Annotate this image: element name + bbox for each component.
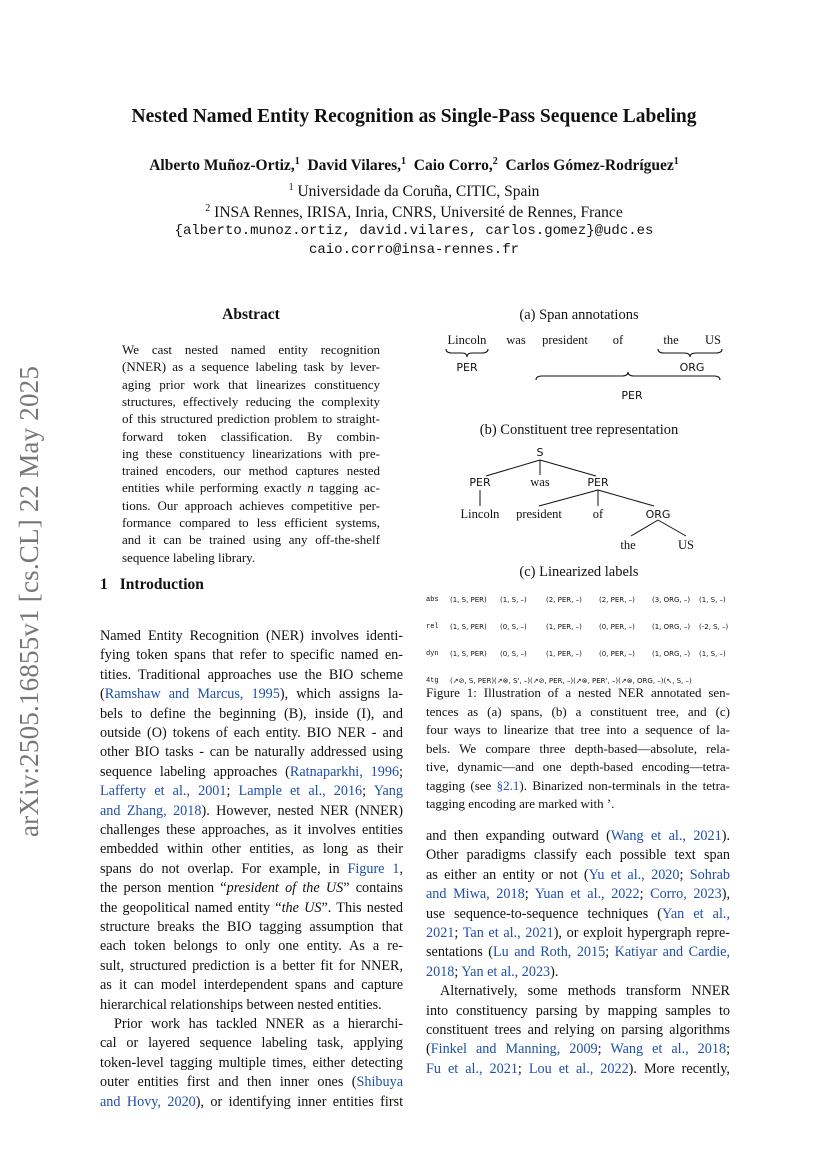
author-affil-mark: 1 [294, 156, 300, 167]
body-text-line: token-level tagging multiple times, either detecting [100, 1054, 403, 1071]
label-cell: (1, ORG, –) [652, 622, 691, 631]
label-cell: (0, S, –) [500, 649, 527, 658]
author-affil-mark: 2 [492, 156, 498, 167]
span-label-per-outer: PER [621, 389, 643, 402]
label-cell: (1, S, PER) [450, 649, 487, 658]
section-number: 1 [100, 576, 108, 593]
label-cell: (2, PER, –) [546, 595, 582, 604]
author-name: Alberto Muñoz-Ortiz, [149, 157, 295, 175]
body-text-line: and Hovy, 2020), or identifying inner entities first [100, 1093, 404, 1110]
label-cell: (1, ORG, –) [652, 649, 691, 658]
body-text-line: Lafferty et al., 2001; Lample et al., 2016; Yang [100, 783, 403, 800]
tree-node-per: PER [469, 476, 491, 489]
tree-leaf-us: US [678, 538, 694, 552]
body-text-line: Other paradigms classify each possible text span [426, 847, 730, 864]
affiliation [0, 203, 828, 222]
figure-subtitle-b: (b) Constituent tree representation [479, 422, 679, 438]
tree-leaf-the: the [620, 538, 636, 552]
body-text-line: cal or layered sequence labeling task, applying [100, 1035, 403, 1052]
body-text-line: as either an entity or not (Yu et al., 2020; Sohrab [426, 866, 730, 883]
table-row [426, 640, 732, 667]
label-cell: (-2, S, –) [699, 622, 729, 631]
abstract-line: We cast nested named entity recognition [122, 342, 380, 357]
figure-subtitle-a: (a) Span annotations [519, 307, 639, 323]
body-text-line: (Ramshaw and Marcus, 1995), which assigns la- [100, 686, 403, 703]
label-cell: (2, PER, –) [599, 595, 635, 604]
abstract-line: forward token classification. By combin- [122, 428, 380, 444]
body-text-line: into constituency parsing by mapping samples to [426, 1002, 730, 1019]
abstract-line: aging prior work that linearizes constituency [122, 376, 380, 392]
tree-leaf-was: was [530, 475, 550, 489]
abstract-line: entities while performing exactly n tagging ac- [122, 480, 380, 496]
body-text-line: spans do not overlap. For example, in Figure 1, [100, 860, 403, 877]
token-lincoln: Lincoln [447, 333, 487, 347]
encoding-name: dyn [426, 649, 439, 658]
body-text-line: as it can model interdependent spans and capture [100, 977, 403, 994]
body-text-line: bels to define the beginning (B), inside (I), and [100, 705, 403, 722]
label-cell: (1, PER, –) [546, 649, 582, 658]
body-text-line: Alternatively, some methods transform NNER [440, 983, 730, 1000]
body-text-line: and Zhang, 2018). However, nested NER (NNER) [100, 802, 404, 819]
body-text-line: the geopolitical named entity “the US”. This nested [100, 899, 403, 916]
abstract-line: tions. Our approach achieves competitive per- [122, 497, 380, 513]
body-text-line: constituent trees and relying on parsing algorithms [426, 1022, 730, 1038]
body-text-line: outer entities first and then inner ones (Shibuya [100, 1074, 403, 1091]
body-text-line: each token belongs to only one entity. As a re- [100, 938, 403, 955]
abstract-line: formance compared to less efficient systems, [122, 515, 380, 530]
body-text-line: hierarchical relationships between nested entities. [100, 996, 382, 1013]
body-text-line: sequence labeling approaches (Ratnaparkhi, 1996; [100, 763, 403, 780]
caption-line: tences as (a) spans, (b) a constituent tree, and (c) [426, 703, 730, 719]
caption-line: tagging (see §2.1). Binarized non-terminals in the tetra- [426, 777, 731, 793]
linearized-labels-table [426, 586, 732, 694]
caption-line: Figure 1: Illustration of a nested NER annotated sen- [426, 685, 730, 700]
tree-leaf-lincoln: Lincoln [460, 507, 500, 521]
token-was: was [506, 333, 526, 347]
caption-line: tagging encoding are marked with ’. [426, 796, 615, 811]
body-text-line: 2021; Tan et al., 2021), or exploit hypergraph repre- [426, 925, 730, 941]
section-title: Introduction [119, 576, 204, 593]
body-text-line: 2018; Yan et al., 2023). [426, 963, 559, 980]
label-cell: (3, ORG, –) [652, 595, 691, 604]
constituent-tree-figure [426, 440, 736, 560]
label-cell: (1, S, –) [699, 649, 726, 658]
span-label-per: PER [456, 361, 478, 374]
label-cell: (0, PER, –) [599, 622, 635, 631]
label-cell: (1, S, –) [500, 595, 527, 604]
caption-line: tive, dynamic—and one depth-based encoding—tetra- [426, 759, 730, 774]
body-text-line: the person mention “president of the US” contains [100, 880, 404, 897]
affil-mark: 1 [288, 182, 294, 193]
section-heading [100, 576, 216, 594]
token-president: president [542, 333, 588, 347]
tetra-tag-line: (↗⊘, S, PER)(↗⊗, S', –)(↗⊘, PER, –)(↗⊗, PER', –)(↗⊗, ORG, –)(↖, S, –) [450, 676, 692, 685]
body-text-line: Named Entity Recognition (NER) involves identi- [100, 628, 403, 644]
body-text-line: outside (O) tokens of each entity. BIO NER - and [100, 725, 403, 741]
abstract-line: (NNER) as a sequence labeling task by lever- [122, 359, 380, 375]
span-brace-org [658, 349, 722, 357]
email: caio.corro@insa-rennes.fr [308, 242, 520, 258]
body-text-line: embedded within other entities, as long as their [100, 841, 403, 858]
label-cell: (1, PER, –) [546, 622, 582, 631]
body-text-line: and Miwa, 2018; Yuan et al., 2022; Corro, 2023), [426, 886, 730, 903]
label-cell: (1, S, –) [699, 595, 726, 604]
body-text-line: Fu et al., 2021; Lou et al., 2022). More recently, [426, 1060, 730, 1077]
affil-mark: 2 [205, 203, 211, 214]
table-row [426, 586, 732, 613]
tree-leaf-president: president [516, 507, 562, 521]
abstract-line: ing these constituency linearizations with pre- [122, 445, 380, 461]
encoding-name: rel [426, 622, 439, 631]
author-name: Caio Corro, [413, 157, 493, 175]
body-text-line: sentations (Lu and Roth, 2015; Katiyar and Cardie, [426, 944, 731, 961]
span-brace-per [446, 349, 488, 357]
tree-node-per: PER [587, 476, 609, 489]
table-row [426, 613, 732, 640]
abstract-line: sequence labeling library. [122, 549, 256, 565]
label-cell: (0, S, –) [500, 622, 527, 631]
body-text-line: tities. Traditional approaches use the BIO scheme [100, 666, 403, 683]
span-annotation-figure [426, 325, 736, 410]
body-text-line: structure breaks the BIO tagging assumption that [100, 919, 403, 935]
abstract-line: structures, effectively reducing the complexity [122, 393, 380, 409]
abstract-heading: Abstract [222, 306, 280, 323]
label-cell: (1, S, PER) [450, 622, 487, 631]
span-label-org: ORG [679, 361, 705, 374]
body-text-line: Prior work has tackled NNER as a hierarchi- [114, 1016, 403, 1032]
label-cell: (0, PER, –) [599, 649, 635, 658]
body-text-line: (Finkel and Manning, 2009; Wang et al., 2018; [426, 1041, 731, 1058]
author-affil-mark: 1 [401, 156, 407, 167]
arxiv-stamp: arXiv:2505.16855v1 [cs.CL] 22 May 2025 [14, 365, 44, 837]
email: {alberto.munoz.ortiz, david.vilares, carlos.gomez}@udc.es [174, 223, 654, 239]
abstract-line: and it can be trained using any off-the-shelf [122, 532, 380, 548]
encoding-name: 4tg [426, 676, 439, 685]
abstract-line: trained encoders, our method captures nested [122, 463, 380, 479]
body-text-line: sult, structured prediction is a better fit for NNER, [100, 957, 403, 974]
encoding-name: abs [426, 595, 439, 604]
label-cell: (1, S, PER) [450, 595, 487, 604]
paper-title: Nested Named Entity Recognition as Single-Pass Sequence Labeling [131, 106, 697, 127]
affil-text: INSA Rennes, IRISA, Inria, CNRS, Université de Rennes, France [214, 204, 623, 222]
tree-node-s: S [536, 446, 544, 459]
abstract-line: of this structured prediction problem to straight- [122, 411, 380, 427]
body-text-line: fying token spans that refer to specific named en- [100, 647, 403, 664]
caption-line: bels. We compare three depth-based—absolute, rela- [426, 740, 730, 756]
body-text-line: challenges these approaches, as it involves entities [100, 822, 403, 838]
token-of: of [612, 333, 624, 347]
token-the: the [663, 333, 679, 347]
affil-text: Universidade da Coruña, CITIC, Spain [297, 183, 540, 201]
author-name: David Vilares, [307, 157, 402, 175]
body-text-line: use sequence-to-sequence techniques (Yan et al., [426, 905, 730, 922]
body-text-line: and then expanding outward (Wang et al., 2021). [426, 828, 730, 844]
token-us: US [705, 333, 721, 347]
body-text-line: other BIO tasks - can be naturally addressed using [100, 744, 403, 761]
author-affil-mark: 1 [673, 156, 679, 167]
caption-line: four ways to linearize that tree into a sequence of la- [426, 722, 730, 737]
tree-node-org: ORG [645, 508, 671, 521]
author-list [0, 156, 828, 175]
author-name: Carlos Gómez-Rodríguez [505, 157, 674, 175]
affiliation [0, 182, 828, 201]
tree-leaf-of: of [592, 507, 604, 521]
figure-subtitle-c: (c) Linearized labels [519, 564, 639, 580]
